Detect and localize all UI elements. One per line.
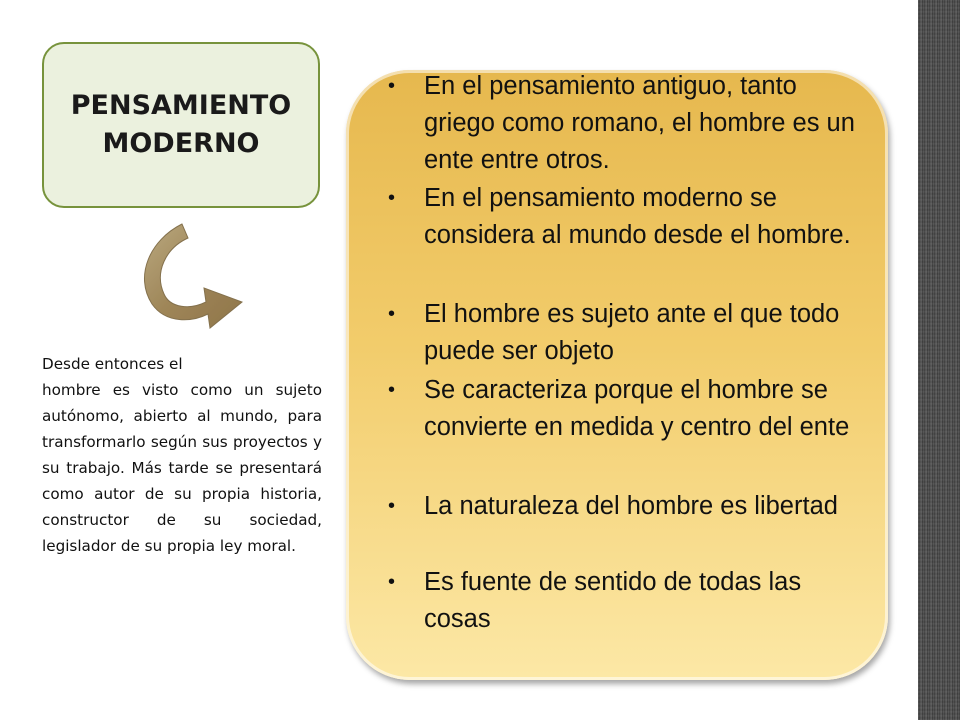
list-item — [388, 68, 874, 179]
list-item — [388, 296, 874, 370]
bullet-dot-icon: • — [388, 379, 396, 401]
bullet-text: El hombre es sujeto ante el que todo puede ser objeto — [424, 300, 840, 365]
decorative-border-texture — [918, 0, 960, 720]
bullet-dot-icon: • — [388, 571, 396, 593]
description-first-line: Desde entonces el — [42, 355, 183, 373]
list-item — [388, 564, 874, 638]
curved-arrow-icon — [130, 218, 250, 336]
bullet-text: Se caracteriza porque el hombre se convierte en medida y centro del ente — [424, 376, 850, 441]
bullet-text: Es fuente de sentido de todas las cosas — [424, 568, 802, 633]
bullet-dot-icon: • — [388, 75, 396, 97]
list-item — [388, 372, 874, 446]
bullet-dot-icon: • — [388, 303, 396, 325]
page-title: PENSAMIENTO MODERNO — [70, 90, 292, 159]
list-item — [388, 180, 874, 254]
title-box — [42, 42, 320, 208]
bullet-text: En el pensamiento moderno se considera al mundo desde el hombre. — [424, 184, 851, 249]
bullet-text: En el pensamiento antiguo, tanto griego como romano, el hombre es un ente entre otros. — [424, 72, 855, 174]
bullet-text: La naturaleza del hombre es libertad — [424, 492, 838, 520]
list-item — [388, 488, 874, 525]
description-text — [42, 351, 322, 559]
bullet-dot-icon: • — [388, 495, 396, 517]
bullet-dot-icon: • — [388, 187, 396, 209]
description-body: hombre es visto como un sujeto autónomo, abierto al mundo, para transformarlo según sus proyectos y su trabajo. Más tarde se presentará como autor de su propia historia, constructor de su sociedad, legislador de su propia ley moral. — [42, 381, 322, 555]
